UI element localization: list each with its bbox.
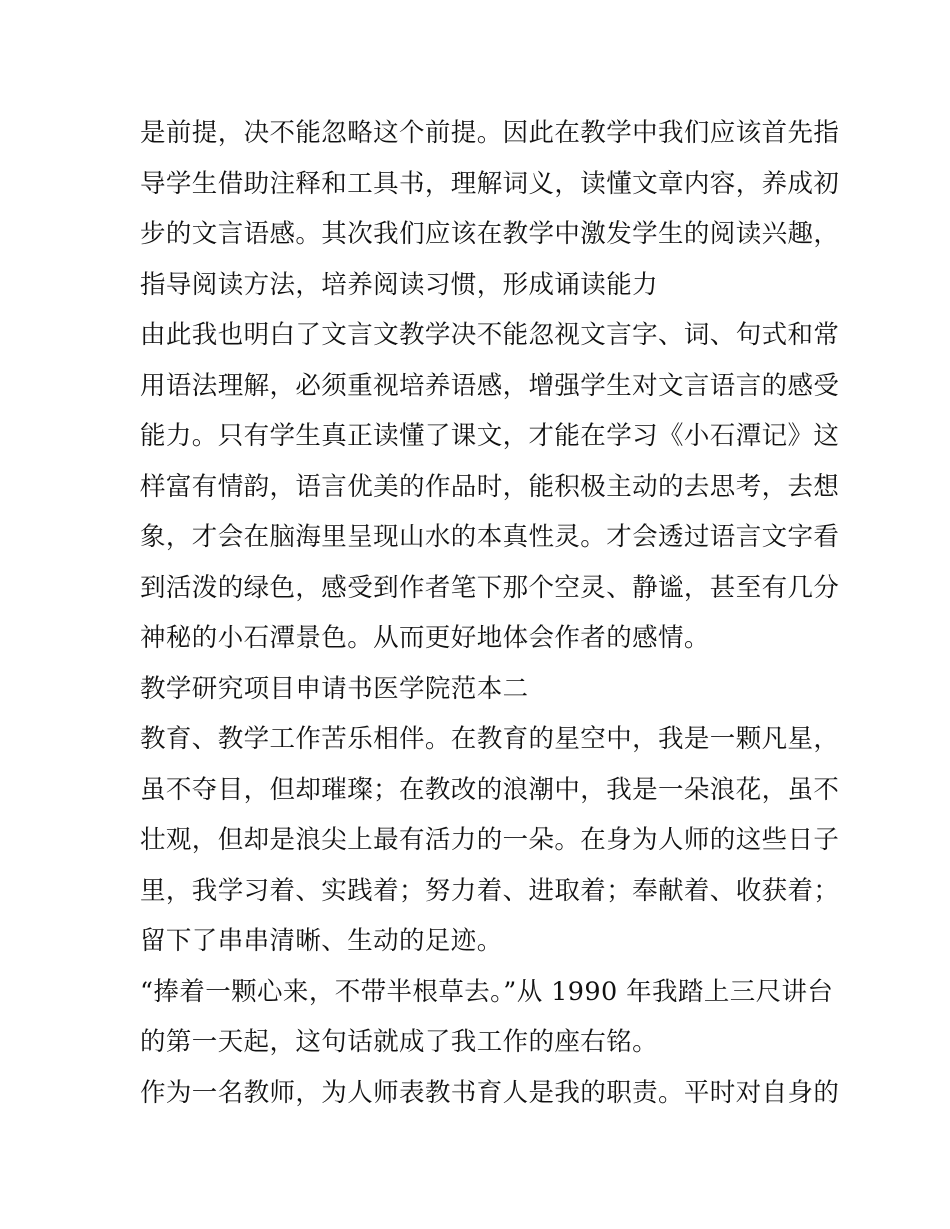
text-line: 虽不夺目，但却璀璨；在教改的浪潮中，我是一朵浪花，虽不	[140, 774, 840, 805]
text-line: 作为一名教师，为人师表教书育人是我的职责。平时对自身的	[140, 1077, 840, 1108]
text-line: 里，我学习着、实践着；努力着、进取着；奉献着、收获着；	[140, 875, 840, 906]
text-line: 由此我也明白了文言文教学决不能忽视文言字、词、句式和常	[140, 320, 840, 350]
text-line: 步的文言语感。其次我们应该在教学中激发学生的阅读兴趣，	[140, 219, 840, 249]
text-line: 神秘的小石潭景色。从而更好地体会作者的感情。	[140, 623, 710, 653]
text-line: 指导阅读方法，培养阅读习惯，形成诵读能力	[140, 269, 659, 300]
text-line: 样富有情韵，语言优美的作品时，能积极主动的去思考，去想	[140, 471, 840, 502]
text-line: “捧着一颗心来，不带半根草去。”从 1990 年我踏上三尺讲台	[140, 976, 834, 1007]
body-text	[140, 108, 840, 1118]
text-line: 到活泼的绿色，感受到作者笔下那个空灵、静谧，甚至有几分	[140, 572, 840, 603]
text-line: 教育、教学工作苦乐相伴。在教育的星空中，我是一颗凡星，	[140, 724, 840, 754]
text-line: 留下了串串清晰、生动的足迹。	[140, 926, 503, 956]
text-line: 能力。只有学生真正读懂了课文，才能在学习《小石潭记》这	[140, 421, 840, 451]
text-line: 导学生借助注释和工具书，理解词义，读懂文章内容，养成初	[140, 168, 840, 199]
text-line: 的第一天起，这句话就成了我工作的座右铭。	[140, 1027, 659, 1057]
text-line: 象，才会在脑海里呈现山水的本真性灵。才会透过语言文字看	[140, 522, 840, 552]
section-heading: 教学研究项目申请书医学院范本二	[140, 673, 529, 704]
text-line: 是前提，决不能忽略这个前提。因此在教学中我们应该首先指	[140, 118, 840, 148]
text-line: 壮观，但却是浪尖上最有活力的一朵。在身为人师的这些日子	[140, 825, 840, 855]
text-line: 用语法理解，必须重视培养语感，增强学生对文言语言的感受	[140, 370, 840, 401]
